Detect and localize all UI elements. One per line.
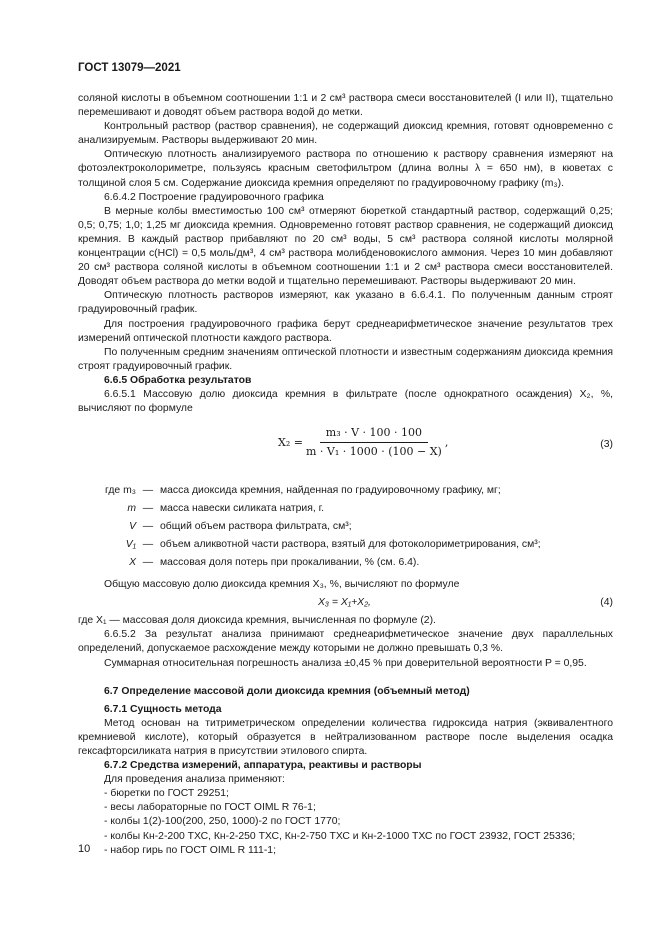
formula-numerator: m₃ · V · 100 · 100 [320,426,428,443]
paragraph: Оптическую плотность растворов измеряют, как указано в 6.6.4.1. По полученным данным строят градуировочный график. [78,290,613,316]
formula-tail: , [444,435,449,449]
paragraph: где X₁ — массовая доля диоксида кремния, вычисленная по формуле (2). [78,615,436,627]
definition-text: масса навески силиката натрия, г. [160,503,325,515]
paragraph: соляной кислоты в объемном соотношении 1:1 и 2 см³ раствора смеси восстановителей (I или II), тщательно перемешивают и доводят объем раствора водой до метки. [78,93,613,119]
definition-symbol: V₁ [125,539,136,551]
paragraph: По полученным средним значениям оптической плотности и известным содержаниям диоксида кремния строят градуировочный график. [78,346,613,372]
paragraph: Контрольный раствор (раствор сравнения), не содержащий диоксид кремния, готовят одновременно с анализируемым. Растворы выдерживают 20 мин. [78,121,613,147]
page-number: 10 [78,843,91,855]
paragraph: Для построения градуировочного графика берут среднеарифметическое значение результатов трех измерений оптической плотности каждого раствора. [78,318,613,344]
formula-number: (3) [600,439,613,451]
section-heading-6-6-5: 6.6.5 Обработка результатов [104,374,252,386]
section-heading-6-7: 6.7 Определение массовой доли диоксида кремния (объемный метод) [104,685,470,697]
paragraph: Оптическую плотность анализируемого раствора по отношению к раствору сравнения измеряют на фотоэлектроколориметре, пользуясь красным светофильтром (длина волны λ = 650 нм), в кюветах с толщиной слоя 5 см. Содержание диоксида кремния определяют по градуировочному графику (m₃). [78,149,613,189]
subsection-heading: 6.6.4.2 Построение градуировочного графика [104,191,324,203]
list-item: - колбы 1(2)-100(200, 250, 1000)-2 по ГОСТ 1770; [104,816,341,828]
definition-row [78,500,613,518]
definition-text: объем аликвотной части раствора, взятый для фотоколориметрирования, см³; [160,539,541,551]
paragraph: Для проведения анализа применяют: [104,774,285,786]
definition-symbol: m [127,503,136,515]
formula-3 [78,420,613,476]
formula-denominator: m · V₁ · 1000 · (100 − X) [305,445,442,459]
definition-row [78,536,613,554]
formula-lhs: X₂ = [278,435,303,449]
definition-row [78,482,613,500]
definition-dash: — [142,521,154,533]
paragraph: Общую массовую долю диоксида кремния X₃, %, вычисляют по формуле [104,579,460,591]
list-item: - набор гирь по ГОСТ OIML R 111-1; [104,844,276,856]
paragraph: Метод основан на титриметрическом определении количества гидроксида натрия (эквивалентного кремниевой кислоте), который образуется в нейтрализованном растворе после выделения осадка гексафторсиликата натрия в присутствии этилового спирта. [78,717,613,757]
formula-4 [78,592,613,614]
definition-symbol: X [129,557,136,569]
list-item: - весы лабораторные по ГОСТ OIML R 76-1; [104,802,316,814]
formula-3-expression [278,426,448,459]
section-heading-6-7-1: 6.7.1 Сущность метода [104,703,222,715]
paragraph: В мерные колбы вместимостью 100 см³ отмеряют бюреткой стандартный раствор, содержащий 0,25; 0,5; 0,75; 1,0; 1,25 мг диоксида кремния. Одновременно готовят раствор сравнения, не содержащий диоксид кремния. В каждый раствор прибавляют по 20 см³ воды, 5 см³ раствора соляной кислоты молярной концентрации c(HCl) = 0,5 моль/дм³, 4 см³ раствора молибденовокислого аммония. Через 10 мин добавляют 20 см³ раствора соляной кислоты в объемном соотношении 1:1 и 2 см³ раствора смеси восстановителей. Доводят объем раствора до метки водой и тщательно перемешивают. Растворы выдерживают 20 мин. [78,205,613,288]
list-item: - колбы Кн-2-200 ТХС, Кн-2-250 ТХС, Кн-2-750 ТХС и Кн-2-1000 ТХС по ГОСТ 23932, ГОСТ 25336; [104,830,576,842]
document-header: ГОСТ 13079—2021 [78,62,181,74]
paragraph: 6.6.5.1 Массовую долю диоксида кремния в фильтрате (после однократного осаждения) X₂, %, вычисляют по формуле [78,388,613,415]
definition-row [78,518,613,536]
paragraph: Суммарная относительная погрешность анализа ±0,45 % при доверительной вероятности P = 0,95. [104,657,587,669]
definition-row [78,554,613,572]
definition-text: массовая доля потерь при прокаливании, % (см. 6.4). [160,557,420,569]
list-item: - бюретки по ГОСТ 29251; [104,788,229,800]
variable-definitions [78,482,613,572]
definition-dash: — [142,503,154,515]
definition-text: общий объем раствора фильтрата, см³; [160,521,352,533]
formula-4-expression: X₃ = X₁+X₂, [318,597,371,609]
definition-text: масса диоксида кремния, найденная по градуировочному графику, мг; [160,485,501,497]
definition-symbol: где m₃ [105,485,136,497]
section-heading-6-7-2: 6.7.2 Средства измерений, аппаратура, реактивы и растворы [104,760,422,772]
formula-number: (4) [600,597,613,609]
paragraph: 6.6.5.2 За результат анализа принимают среднеарифметическое значение двух параллельных определений, допускаемое расхождение между которыми не должно превышать 0,3 %. [78,629,613,655]
definition-dash: — [142,539,154,551]
definition-dash: — [142,557,154,569]
formula-fraction [306,426,442,459]
definition-symbol: V [129,521,136,533]
document-body [78,92,613,858]
definition-dash: — [142,485,154,497]
